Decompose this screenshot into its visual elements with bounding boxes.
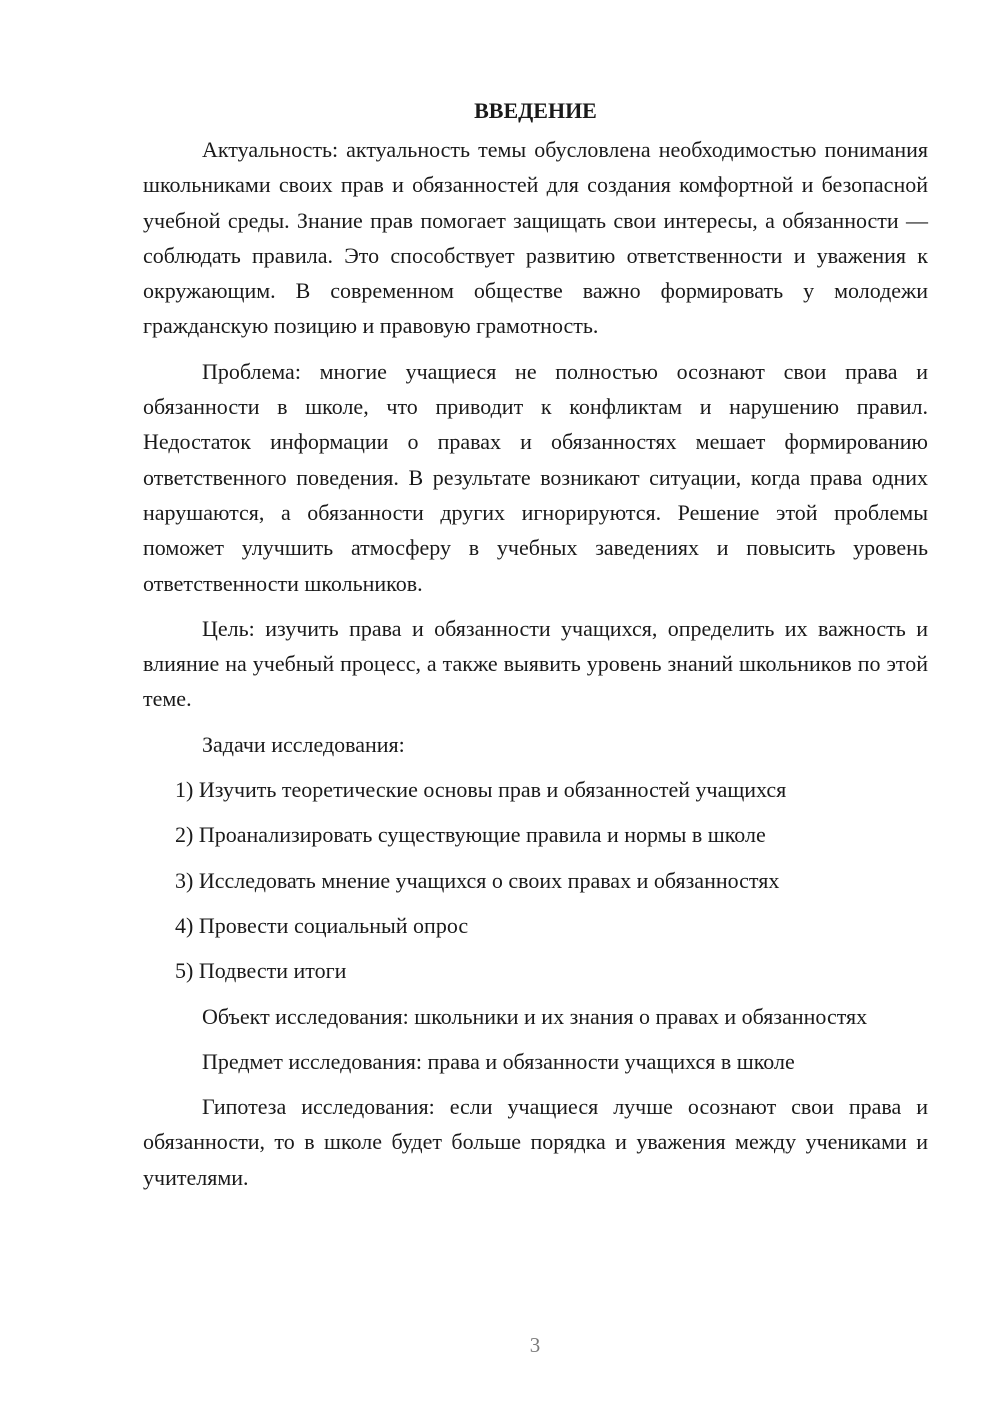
task-item: 3) Исследовать мнение учащихся о своих правах и обязанностях: [175, 867, 780, 893]
page-number: 3: [529, 1333, 541, 1357]
paragraph-object: Объект исследования: школьники и их знания о правах и обязанностях: [202, 1003, 868, 1029]
tasks-list: [143, 772, 928, 988]
task-item: 4) Провести социальный опрос: [175, 912, 469, 938]
tasks-title: Задачи исследования:: [202, 731, 405, 757]
paragraph-relevance: Актуальность: актуальность темы обусловлена необходимостью понимания школьниками своих прав и обязанностей для создания комфортной и безопасной учебной среды. Знание прав помогает защищать свои интересы, а обязанности — соблюдать правила. Это способствует развитию ответственности и уважения к окружающим. В современном обществе важно формировать у молодежи гражданскую позицию и правовую грамотность.: [143, 137, 928, 339]
paragraph-subject: Предмет исследования: права и обязанности учащихся в школе: [202, 1048, 795, 1074]
task-item: 1) Изучить теоретические основы прав и обязанностей учащихся: [175, 777, 787, 803]
paragraph-goal: Цель: изучить права и обязанности учащихся, определить их важность и влияние на учебный процесс, а также выявить уровень знаний школьников по этой теме.: [143, 615, 928, 712]
section-heading: ВВЕДЕНИЕ: [474, 98, 597, 123]
paragraph-problem: Проблема: многие учащиеся не полностью осознают свои права и обязанности в школе, что приводит к конфликтам и нарушению правил. Недостаток информации о правах и обязанностях мешает формированию ответственного поведения. В результате возникают ситуации, когда права одних нарушаются, а обязанности других игнорируются. Решение этой проблемы поможет улучшить атмосферу в учебных заведениях и повысить уровень ответственности школьников.: [143, 358, 928, 596]
page-content: [143, 96, 928, 1205]
task-item: 5) Подвести итоги: [175, 958, 347, 984]
paragraph-hypothesis: Гипотеза исследования: если учащиеся лучше осознают свои права и обязанности, то в школе будет больше порядка и уважения между учениками и учителями.: [143, 1094, 928, 1190]
task-item: 2) Проанализировать существующие правила и нормы в школе: [175, 822, 766, 848]
